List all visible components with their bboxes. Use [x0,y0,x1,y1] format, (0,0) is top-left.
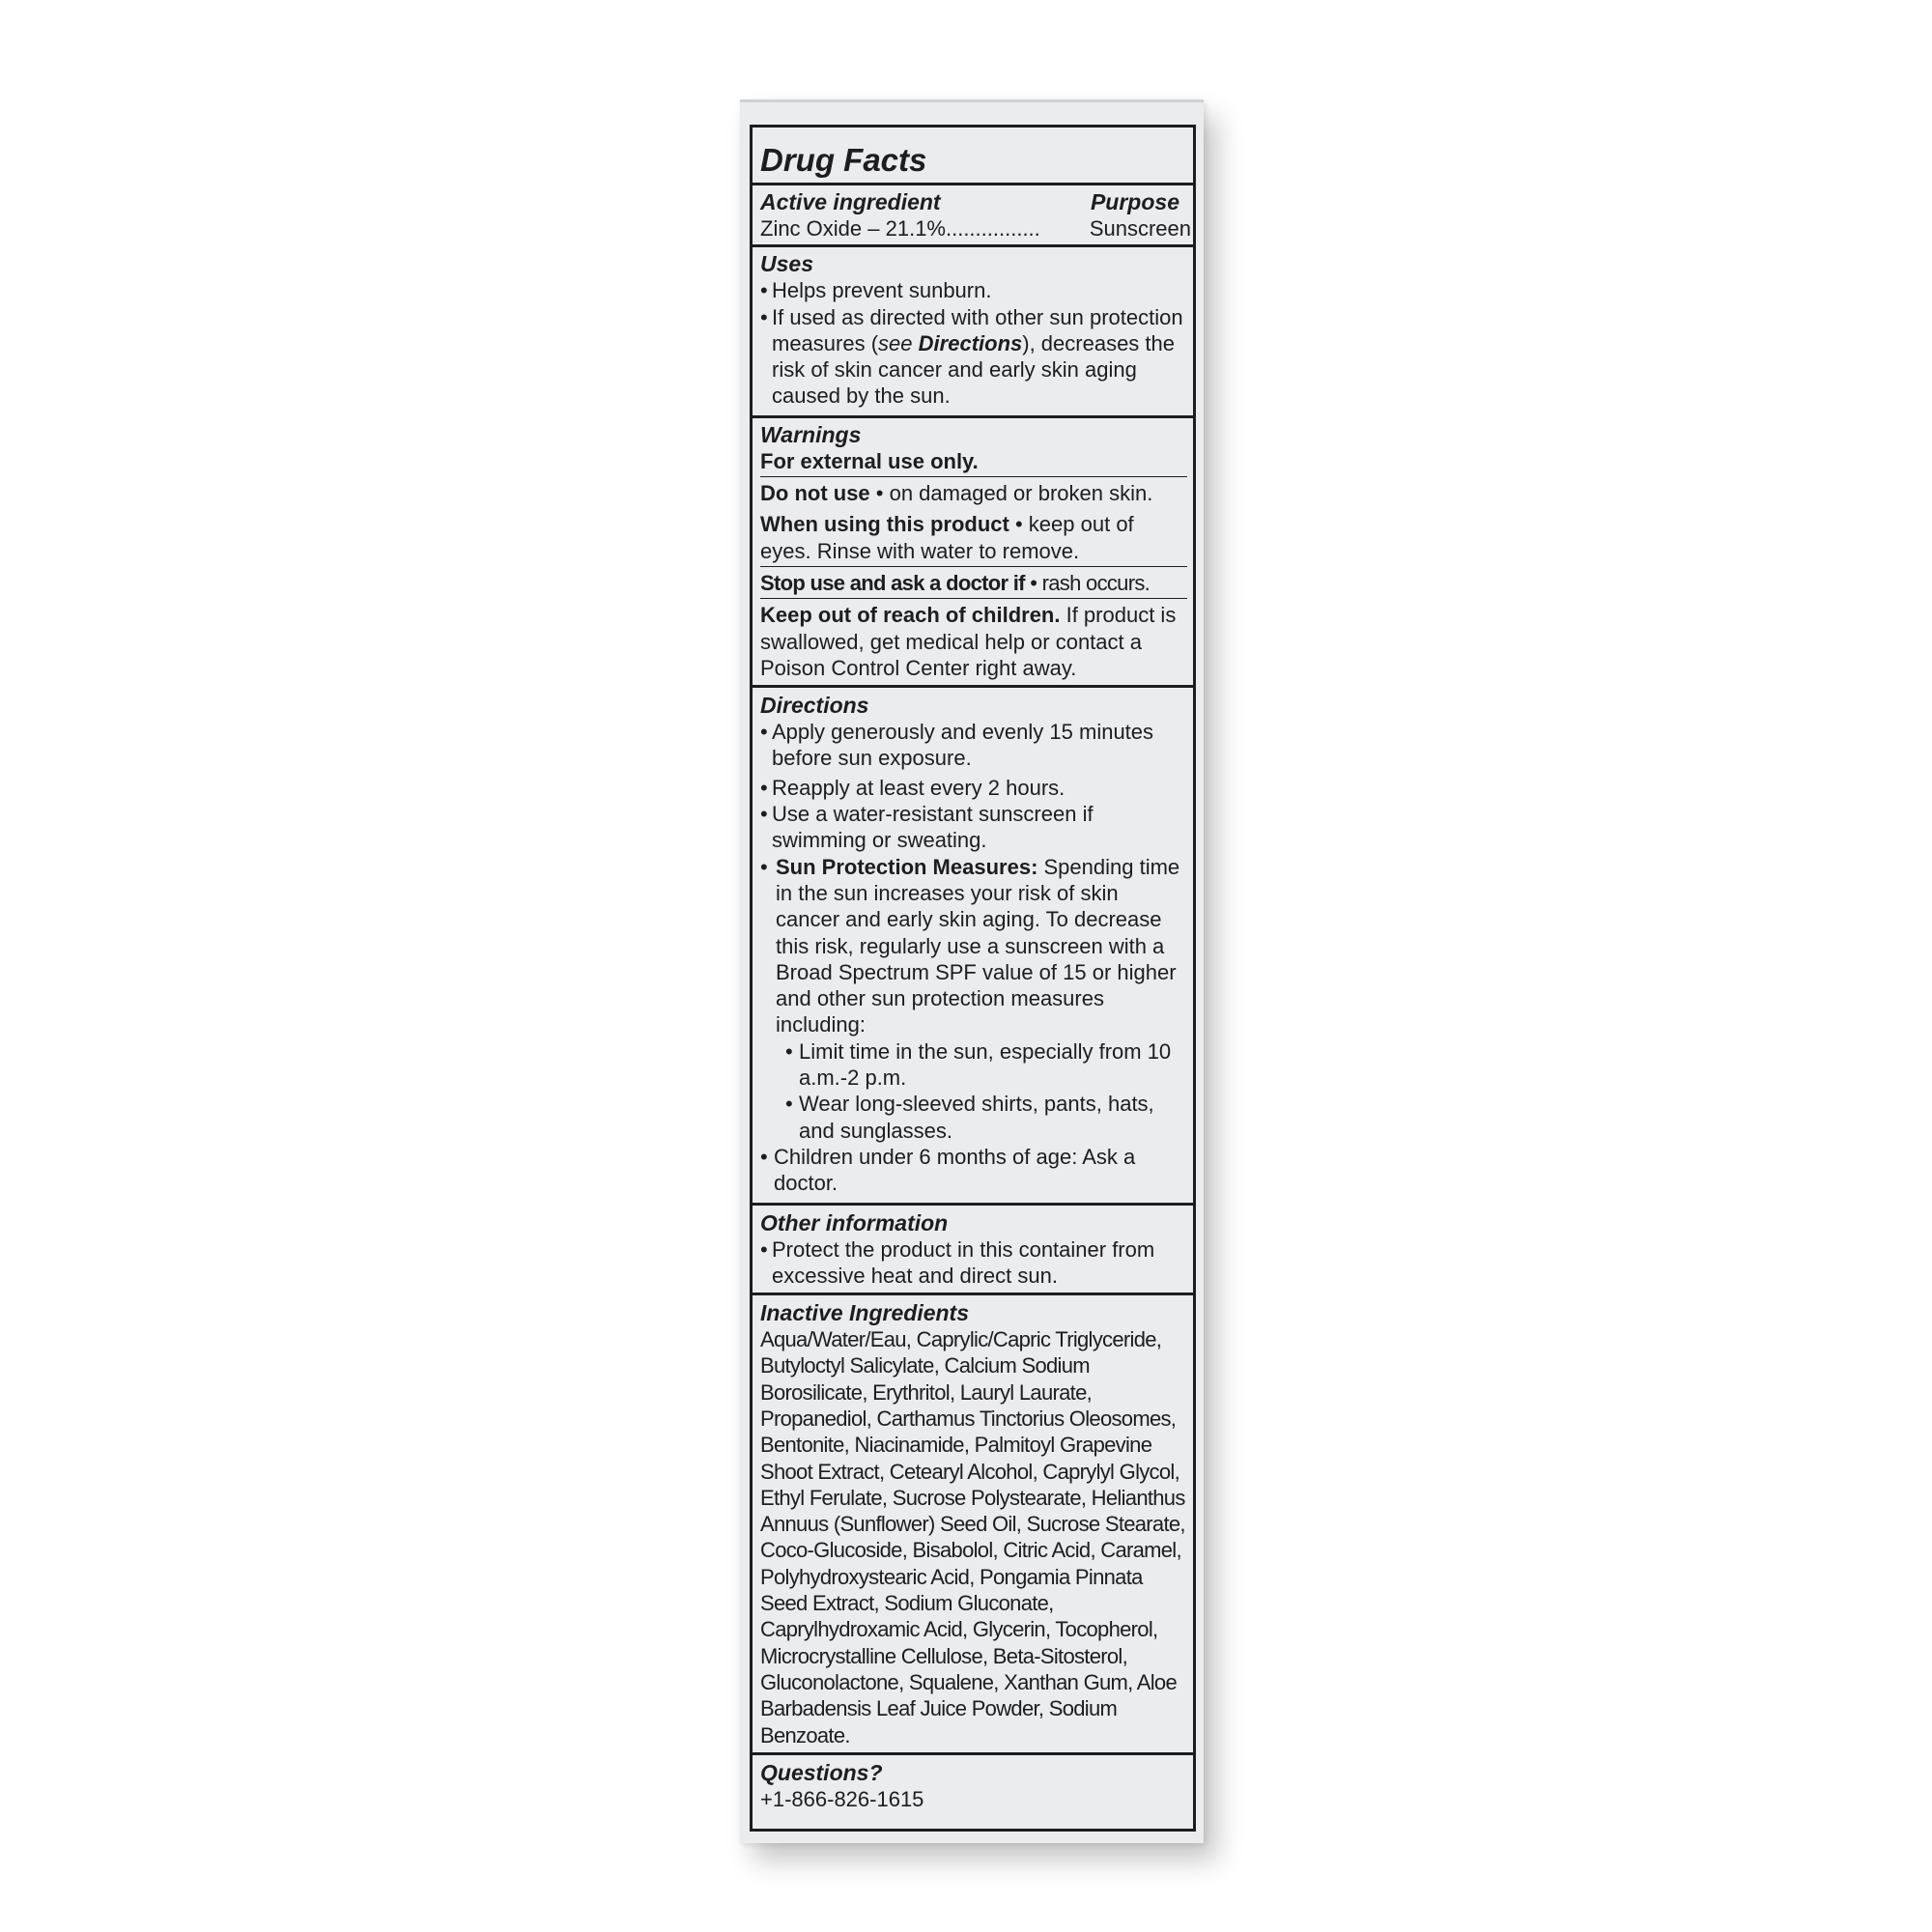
other-information-section [753,1206,1193,1296]
uses-item-2-start: If used as directed with other sun protection measures ( [772,304,1183,355]
active-ingredient-name: Zinc Oxide – 21.1%................ [760,216,1040,241]
stop-use-text: • rash occurs. [1024,570,1151,595]
drug-facts-title: Drug Facts [760,142,927,178]
directions-section [753,688,1193,1205]
product-carton [740,99,1204,1843]
sun-protection-label: Sun Protection Measures: [776,854,1038,879]
directions-item-2: Reapply at least every 2 hours. [772,775,1065,800]
other-information-item-1: Protect the product in this container from excessive heat and direct sun. [772,1236,1155,1288]
directions-item-1: Apply generously and evenly 15 minutes before sun exposure. [772,720,1154,771]
stop-use-label: Stop use and ask a doctor if [760,570,1025,595]
keep-out-label: Keep out of reach of children. [760,603,1061,628]
bullet-icon: • [760,1236,768,1262]
uses-item-2-directions: Directions [918,330,1023,355]
warnings-section [753,418,1193,688]
bullet-icon: • [760,1144,768,1169]
directions-item-3: Use a water-resistant sunscreen if swimming or sweating. [772,802,1094,853]
do-not-use-warning [760,480,1187,506]
bullet-icon: • [760,304,768,329]
uses-heading: Uses [760,251,813,277]
active-ingredient-heading: Active ingredient [760,189,941,214]
list-item [760,1038,1187,1092]
divider [760,566,1187,567]
divider [760,476,1187,477]
inactive-ingredients-section [753,1295,1193,1755]
warnings-heading: Warnings [760,421,862,447]
external-use-statement: For external use only. [760,448,979,473]
keep-out-of-reach-warning [760,602,1187,681]
when-using-label: When using this product [760,512,1009,537]
list-item [760,1144,1187,1197]
list-item [760,801,1187,854]
when-using-text: • keep out of eyes. Rinse with water to remove. [760,512,1134,563]
directions-item-5: Children under 6 months of age: Ask a doctor. [774,1144,1136,1196]
list-item [760,775,1187,801]
title-section [753,128,1193,185]
other-information-heading: Other information [760,1209,949,1236]
list-item [760,1091,1187,1144]
bullet-icon: • [760,854,768,879]
sun-protection-text: Spending time in the sun increases your risk of skin cancer and early skin aging. To decrease this risk, regularly use a sunscreen with a Broad Spectrum SPF value of 15 or higher and other sun protection measures including: [776,854,1180,1037]
uses-item-2-see: see [878,330,913,355]
questions-section [753,1755,1193,1820]
bullet-icon: • [760,720,768,745]
bullet-icon: • [760,278,768,303]
bullet-icon: • [785,1038,793,1064]
uses-section [753,247,1193,417]
divider [760,598,1187,599]
list-item [760,304,1187,410]
drug-facts-panel [750,125,1196,1832]
stop-use-warning [760,570,1187,596]
list-item [760,719,1187,772]
purpose-heading: Purpose [1090,189,1179,214]
inactive-ingredients-list: Aqua/Water/Eau, Caprylic/Capric Triglyceride, Butyloctyl Salicylate, Calcium Sodium Borosilicate, Erythritol, Lauryl Laurate, Propanediol, Carthamus Tinctorius Oleosomes, Bentonite, Niacinamide, Palmitoyl Grapevine Shoot Extract, Cetearyl Alcohol, Caprylyl Glycol, Ethyl Ferulate, Sucrose Polystearate, Helianthus Annuus (Sunflower) Seed Oil, Sucrose Stearate, Coco-Glucoside, Bisabolol, Citric Acid, Caramel, Polyhydroxystearic Acid, Pongamia Pinnata Seed Extract, Sodium Gluconate, Caprylhydroxamic Acid, Glycerin, Tocopherol, Microcrystalline Cellulose, Beta-Sitosterol, Gluconolactone, Squalene, Xanthan Gum, Aloe Barbadensis Leaf Juice Powder, Sodium Benzoate. [760,1327,1185,1747]
do-not-use-text: • on damaged or broken skin. [869,481,1153,506]
keep-out-text: If product is swallowed, get medical help or contact a Poison Control Center right away. [760,603,1177,680]
uses-item-1: Helps prevent sunburn. [772,278,992,303]
uses-item-2-end: ), decreases the risk of skin cancer and early skin aging caused by the sun. [772,330,1175,409]
questions-phone: +1-866-826-1615 [760,1786,924,1811]
bullet-icon: • [760,802,768,827]
directions-sub-item-2: Wear long-sleeved shirts, pants, hats, and sunglasses. [799,1092,1154,1143]
when-using-warning [760,511,1187,564]
list-item [760,854,1187,1038]
active-ingredient-purpose: Sunscreen [1089,216,1191,241]
list-item [760,1236,1187,1290]
questions-heading: Questions? [760,1759,883,1785]
inactive-ingredients-heading: Inactive Ingredients [760,1300,970,1326]
directions-heading: Directions [760,693,869,719]
bullet-icon: • [760,775,768,800]
list-item [760,277,1187,303]
do-not-use-label: Do not use [760,481,870,506]
bullet-icon: • [785,1092,793,1117]
active-ingredient-section [753,185,1193,247]
directions-sub-item-1: Limit time in the sun, especially from 10 a.m.-2 p.m. [799,1038,1172,1091]
